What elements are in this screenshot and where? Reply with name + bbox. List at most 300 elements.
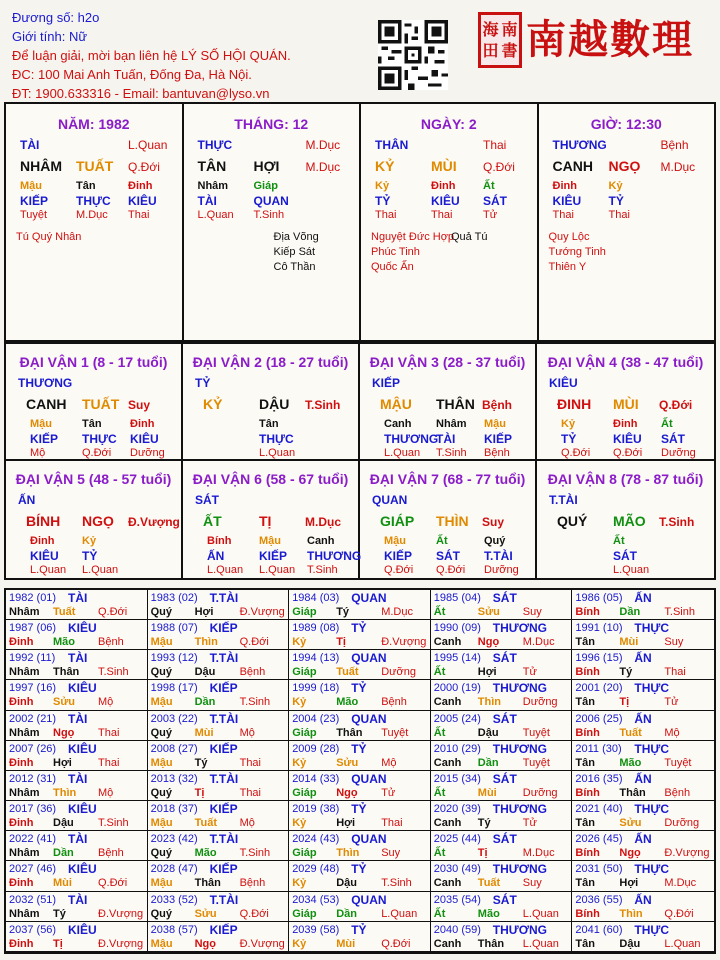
year-ten-god: ẤN xyxy=(634,771,652,786)
dai-van-branch: MÃO xyxy=(613,513,646,529)
year-state: Dưỡng xyxy=(664,817,700,830)
year-label: 2007 (26) xyxy=(9,742,57,755)
year-cell xyxy=(6,861,148,891)
year-state: Q.Đới xyxy=(381,937,411,950)
year-stem: Bính xyxy=(575,907,600,920)
hidden-stem: Đinh xyxy=(128,180,153,192)
year-state: Mộ xyxy=(239,817,255,830)
year-stem: Kỷ xyxy=(292,636,307,649)
year-ten-god: TỶ xyxy=(351,621,367,636)
dai-van-title: ĐẠI VẬN 2 (18 - 27 tuổi) xyxy=(192,354,349,370)
year-ten-god: TÀI xyxy=(68,832,88,847)
year-cell xyxy=(572,831,714,861)
year-ten-god: SÁT xyxy=(492,591,517,605)
year-state: Đ.Vượng xyxy=(239,606,285,618)
ten-god-label: Thai xyxy=(483,138,507,152)
year-branch: Thìn xyxy=(53,786,77,799)
year-branch: Ngọ xyxy=(619,847,641,860)
negative-stars xyxy=(274,230,319,275)
year-state: Tử xyxy=(522,817,537,830)
year-stem: Canh xyxy=(433,937,462,950)
hidden-state: M.Dục xyxy=(76,209,108,221)
year-label: 1993 (12) xyxy=(150,652,198,665)
year-label: 2031 (50) xyxy=(575,863,623,876)
year-ten-god: SÁT xyxy=(492,711,517,726)
year-branch: Thân xyxy=(194,877,221,890)
year-cell xyxy=(6,741,148,771)
dai-van-cell xyxy=(183,344,360,461)
hidden-stem: Đinh xyxy=(30,535,55,547)
year-ten-god: QUAN xyxy=(351,892,387,907)
dai-van-table xyxy=(4,342,716,580)
year-ten-god: QUAN xyxy=(351,591,387,605)
year-label: 2036 (55) xyxy=(575,893,623,906)
dai-van-stem: KỶ xyxy=(203,396,223,412)
year-cell xyxy=(148,680,290,710)
hidden-ten-god: TÀI xyxy=(197,194,217,208)
hidden-stem: Đinh xyxy=(130,418,155,430)
hidden-stem: Canh xyxy=(384,418,412,430)
year-label: 2040 (59) xyxy=(433,923,481,936)
year-state: L.Quan xyxy=(381,907,418,920)
year-stem: Nhâm xyxy=(9,606,40,618)
year-label: 2002 (21) xyxy=(9,712,57,725)
year-stem: Đinh xyxy=(9,877,34,890)
year-cell xyxy=(6,922,148,952)
pillar-title: NGÀY: 2 xyxy=(420,116,477,132)
contact-line-1: Để luận giải, mời bạn liên hệ LÝ SỐ HỘI QUÁN. xyxy=(12,48,291,63)
year-label: 2014 (33) xyxy=(292,772,340,785)
year-ten-god: QUAN xyxy=(351,771,387,786)
hidden-state: Dưỡng xyxy=(130,447,165,459)
hidden-state: Thai xyxy=(608,209,630,221)
hidden-state: Dưỡng xyxy=(661,447,696,459)
hidden-state: Q.Đới xyxy=(613,447,643,459)
year-ten-god: THƯƠNG xyxy=(492,862,547,877)
year-ten-god: THƯƠNG xyxy=(492,741,547,756)
star-label: Thiên Y xyxy=(548,261,587,273)
year-stem: Nhâm xyxy=(9,786,40,799)
year-stem: Kỷ xyxy=(292,696,307,709)
year-branch: Hợi xyxy=(336,817,356,830)
year-label: 2010 (29) xyxy=(433,742,481,755)
year-ten-god: T.TÀI xyxy=(209,771,239,786)
year-ten-god: THỰC xyxy=(634,922,670,937)
year-cell xyxy=(572,590,714,620)
year-state: Bệnh xyxy=(239,666,266,679)
year-label: 2012 (31) xyxy=(9,772,57,785)
year-ten-god: QUAN xyxy=(351,832,387,847)
year-cell xyxy=(431,801,573,831)
year-cell xyxy=(6,831,148,861)
year-state: Thai xyxy=(381,817,403,830)
dai-van-stem: ĐINH xyxy=(557,396,592,412)
dai-van-title: ĐẠI VẬN 4 (38 - 47 tuổi) xyxy=(547,354,704,370)
dai-van-stem: BÍNH xyxy=(26,513,61,529)
year-cell xyxy=(6,650,148,680)
dai-van-branch: TUẤT xyxy=(82,396,120,412)
year-state: Mộ xyxy=(98,696,114,709)
year-stem: Quý xyxy=(150,907,172,920)
year-ten-god: TÀI xyxy=(68,892,88,907)
year-branch: Mão xyxy=(53,636,75,649)
star-label: Địa Võng xyxy=(273,231,319,243)
year-branch: Tuất xyxy=(194,817,217,830)
year-branch: Thân xyxy=(53,666,80,679)
year-state: Thai xyxy=(98,726,120,739)
hidden-state: Thai xyxy=(431,209,453,221)
year-label: 2019 (38) xyxy=(292,803,340,816)
earthly-branch: HỢI xyxy=(253,158,280,174)
hidden-state: Tử xyxy=(483,209,498,221)
year-cell xyxy=(289,650,431,680)
dai-van-ten-god: SÁT xyxy=(195,493,219,507)
year-cell xyxy=(572,801,714,831)
year-stem: Đinh xyxy=(9,817,34,830)
dai-van-cell xyxy=(6,461,183,578)
star-label: Phúc Tinh xyxy=(371,246,420,258)
hidden-state: Q.Đới xyxy=(436,564,466,576)
dai-van-cell xyxy=(183,461,360,578)
year-branch: Dậu xyxy=(336,877,357,890)
year-ten-god: SÁT xyxy=(492,651,517,666)
year-state: Mộ xyxy=(98,786,114,799)
year-ten-god: SÁT xyxy=(492,771,517,786)
hidden-stem: Ất xyxy=(436,535,448,547)
year-label: 2017 (36) xyxy=(9,803,57,816)
year-state: Dưỡng xyxy=(522,696,558,709)
year-label: 1994 (13) xyxy=(292,652,340,665)
year-cell xyxy=(289,922,431,952)
dai-van-ten-god: TỶ xyxy=(195,376,211,390)
year-branch: Sửu xyxy=(53,696,76,709)
hidden-stem: Quý xyxy=(484,535,506,547)
year-ten-god: KIẾP xyxy=(209,621,238,636)
year-label: 2030 (49) xyxy=(433,863,481,876)
year-branch: Ngọ xyxy=(336,786,358,799)
year-state: T.Sinh xyxy=(664,606,695,618)
year-cell xyxy=(431,892,573,922)
year-ten-god: ẤN xyxy=(634,892,652,907)
year-branch: Tý xyxy=(619,666,633,679)
year-ten-god: SÁT xyxy=(492,832,517,847)
year-branch: Tuất xyxy=(619,726,642,739)
year-ten-god: KIÊU xyxy=(68,621,97,636)
hidden-ten-god: KIÊU xyxy=(552,194,582,208)
year-ten-god: TỶ xyxy=(351,681,367,696)
year-cell xyxy=(289,741,431,771)
year-cell xyxy=(431,771,573,801)
year-stem: Mậu xyxy=(150,877,173,890)
year-branch: Tị xyxy=(53,937,63,950)
hidden-ten-god: SÁT xyxy=(436,549,460,563)
year-state: Mộ xyxy=(381,756,397,769)
dai-van-stem: MẬU xyxy=(380,396,412,412)
year-cell xyxy=(289,771,431,801)
year-ten-god: QUAN xyxy=(351,651,387,666)
year-stem: Kỷ xyxy=(292,877,307,890)
year-branch: Tuất xyxy=(53,606,76,618)
hidden-state: Thai xyxy=(375,209,397,221)
year-stem: Ất xyxy=(433,907,446,920)
year-stem: Nhâm xyxy=(9,666,40,679)
ten-god-label: THỰC xyxy=(197,138,233,152)
year-label: 1999 (18) xyxy=(292,682,340,695)
year-cell xyxy=(148,650,290,680)
year-stem: Đinh xyxy=(9,937,34,950)
dai-van-branch: DẬU xyxy=(259,396,290,412)
year-stem: Kỷ xyxy=(292,937,307,950)
year-label: 2001 (20) xyxy=(575,682,623,695)
dai-van-state: Bệnh xyxy=(482,398,512,412)
seal-char: 南 xyxy=(501,20,518,39)
hidden-stem: Kỷ xyxy=(561,418,576,430)
year-stem: Đinh xyxy=(9,636,34,649)
year-state: Đ.Vượng xyxy=(381,636,427,649)
year-state: M.Dục xyxy=(381,606,413,618)
ten-god-label: TÀI xyxy=(20,138,40,152)
hidden-ten-god: KIÊU xyxy=(30,549,59,563)
year-stem: Giáp xyxy=(292,726,317,739)
dai-van-ten-god: KIẾP xyxy=(372,376,401,390)
year-label: 2026 (45) xyxy=(575,833,623,846)
star-label: Nguyệt Đức Hợp xyxy=(371,231,455,243)
dai-van-state: Q.Đới xyxy=(659,398,693,412)
star-label: Tướng Tinh xyxy=(548,246,606,258)
hidden-ten-god: TỶ xyxy=(608,194,624,208)
year-branch: Tý xyxy=(477,817,491,830)
year-cell xyxy=(572,771,714,801)
dai-van-branch: THÌN xyxy=(436,513,469,529)
year-ten-god: THƯƠNG xyxy=(492,802,547,817)
year-cell xyxy=(6,711,148,741)
hidden-state: Bệnh xyxy=(484,447,510,459)
year-state: Dưỡng xyxy=(381,666,416,679)
year-stem: Quý xyxy=(150,726,172,739)
year-cell xyxy=(6,771,148,801)
year-label: 2033 (52) xyxy=(150,893,198,906)
earthly-branch: NGỌ xyxy=(608,158,641,174)
gender-value: Nữ xyxy=(68,29,88,44)
year-state: M.Dục xyxy=(522,847,555,860)
year-ten-god: ẤN xyxy=(634,711,652,726)
star-label: Kiếp Sát xyxy=(273,246,316,258)
dai-van-cell xyxy=(537,344,714,461)
year-cell xyxy=(6,590,148,620)
hidden-ten-god: KIÊU xyxy=(130,432,159,446)
year-cell xyxy=(148,922,290,952)
earthly-branch: TUẤT xyxy=(76,158,114,174)
year-branch: Mùi xyxy=(477,786,497,799)
star-label: Tú Quý Nhân xyxy=(16,231,82,243)
year-label: 2003 (22) xyxy=(150,712,198,725)
year-stem: Bính xyxy=(575,666,600,679)
hidden-state: L.Quan xyxy=(259,447,296,459)
dai-van-state: M.Dục xyxy=(305,515,341,529)
hidden-state: T.Sinh xyxy=(436,447,467,459)
year-state: Đ.Vượng xyxy=(239,937,285,950)
red-seal-logo xyxy=(478,12,522,68)
dai-van-state: T.Sinh xyxy=(305,398,341,412)
year-cell xyxy=(431,711,573,741)
hidden-ten-god: THỰC xyxy=(82,432,117,446)
year-branch: Dần xyxy=(194,696,216,709)
qr-code-icon xyxy=(378,20,448,90)
year-cell xyxy=(572,861,714,891)
year-cell xyxy=(289,680,431,710)
year-cell xyxy=(572,650,714,680)
contact-line-3: ĐT: 1900.633316 - Email: bantuvan@lyso.vn xyxy=(12,86,270,101)
dai-van-ten-god: ẤN xyxy=(18,493,36,507)
dai-van-state: Suy xyxy=(128,398,151,412)
year-stem: Canh xyxy=(433,756,462,769)
year-stem: Tân xyxy=(575,817,595,830)
year-state: Tử xyxy=(381,786,396,799)
pillar-title: THÁNG: 12 xyxy=(234,116,309,132)
year-ten-god: KIÊU xyxy=(68,681,97,696)
year-ten-god: ẤN xyxy=(634,591,652,605)
year-branch: Dậu xyxy=(194,666,216,679)
year-branch: Tị xyxy=(336,636,346,649)
year-branch: Mùi xyxy=(194,726,214,739)
year-label: 1983 (02) xyxy=(150,592,198,604)
year-stem: Tân xyxy=(575,696,595,709)
dai-van-ten-god: T.TÀI xyxy=(549,493,578,507)
hidden-ten-god: THỰC xyxy=(76,194,111,208)
year-state: T.Sinh xyxy=(98,817,129,830)
year-stem: Giáp xyxy=(292,606,317,618)
brand-title: 南越數理 xyxy=(526,16,694,63)
year-label: 1982 (01) xyxy=(9,592,57,604)
year-state: T.Sinh xyxy=(381,877,412,890)
hidden-state: L.Quan xyxy=(384,447,421,459)
hidden-ten-god: QUAN xyxy=(253,194,289,208)
year-ten-god: ẤN xyxy=(634,651,652,666)
seal-char: 田 xyxy=(482,41,499,60)
year-label: 2034 (53) xyxy=(292,893,340,906)
year-branch: Ngọ xyxy=(477,636,500,649)
year-cell xyxy=(148,831,290,861)
year-stem: Nhâm xyxy=(9,907,40,920)
heavenly-stem: TÂN xyxy=(197,158,227,174)
year-branch: Hợi xyxy=(477,666,497,679)
year-branch: Mùi xyxy=(619,636,639,649)
dai-van-branch: TỊ xyxy=(259,513,272,529)
year-cell xyxy=(6,892,148,922)
year-label: 2016 (35) xyxy=(575,772,623,785)
year-state: Thai xyxy=(239,756,261,769)
year-label: 2035 (54) xyxy=(433,893,481,906)
year-label: 2009 (28) xyxy=(292,742,340,755)
year-label: 2038 (57) xyxy=(150,923,198,936)
year-stem: Canh xyxy=(433,817,462,830)
year-cell xyxy=(148,711,290,741)
hidden-ten-god: KIÊU xyxy=(431,194,460,208)
year-ten-god: THƯƠNG xyxy=(492,681,547,696)
year-state: M.Dục xyxy=(522,636,555,649)
earthly-branch: MÙI xyxy=(431,158,457,174)
year-stem: Tân xyxy=(575,756,595,769)
year-branch: Mùi xyxy=(336,937,356,950)
year-state: Suy xyxy=(522,606,542,618)
year-state: Tuyệt xyxy=(522,756,550,769)
path-value: h2o xyxy=(77,10,100,25)
year-cell xyxy=(148,590,290,620)
hidden-ten-god: KIẾP xyxy=(30,432,59,446)
dai-van-branch: NGỌ xyxy=(82,513,114,529)
year-ten-god: TÀI xyxy=(68,711,88,726)
hidden-ten-god: KIÊU xyxy=(128,194,157,208)
year-state: M.Dục xyxy=(664,877,697,890)
year-cell xyxy=(289,801,431,831)
year-branch: Sửu xyxy=(619,817,642,830)
dai-van-title: ĐẠI VẬN 7 (68 - 77 tuổi) xyxy=(369,471,526,487)
hidden-stem: Giáp xyxy=(253,180,278,192)
year-branch: Tý xyxy=(336,606,350,618)
year-stem: Giáp xyxy=(292,666,317,679)
year-cell xyxy=(431,650,573,680)
heavenly-stem: KỶ xyxy=(375,158,395,174)
year-cell xyxy=(148,801,290,831)
year-cell xyxy=(572,741,714,771)
hidden-ten-god: SÁT xyxy=(483,194,507,208)
year-stem: Canh xyxy=(433,636,462,649)
hidden-state: L.Quan xyxy=(207,564,244,576)
year-state: Tuyệt xyxy=(381,726,409,739)
auxiliary-stars xyxy=(16,230,81,245)
year-state: Tuyệt xyxy=(522,726,550,739)
year-cell xyxy=(572,711,714,741)
yearly-luck-table xyxy=(4,588,716,954)
year-ten-god: TỶ xyxy=(351,802,367,817)
year-stem: Giáp xyxy=(292,847,317,860)
year-cell xyxy=(289,831,431,861)
hidden-ten-god: KIẾP xyxy=(259,549,288,563)
year-branch: Hợi xyxy=(619,877,639,890)
hidden-state: Mộ xyxy=(30,447,46,459)
hidden-stem: Canh xyxy=(307,535,335,547)
year-state: Suy xyxy=(522,877,542,890)
year-state: Suy xyxy=(664,636,684,649)
year-branch: Tuất xyxy=(477,877,501,890)
year-branch: Mão xyxy=(194,847,217,860)
path-label: Đương số: xyxy=(12,10,75,25)
year-ten-god: KIẾP xyxy=(209,862,238,877)
year-stem: Ất xyxy=(433,726,446,739)
year-label: 2041 (60) xyxy=(575,923,623,936)
year-state: Tuyệt xyxy=(664,756,692,769)
dai-van-title: ĐẠI VẬN 8 (78 - 87 tuổi) xyxy=(547,471,704,487)
year-cell xyxy=(289,711,431,741)
year-ten-god: KIẾP xyxy=(209,741,238,756)
year-ten-god: TỶ xyxy=(351,862,367,877)
year-branch: Thìn xyxy=(619,907,643,920)
year-branch: Sửu xyxy=(194,907,217,920)
year-state: L.Quan xyxy=(664,937,701,950)
hidden-stem: Tân xyxy=(76,180,96,192)
year-state: Q.Đới xyxy=(239,636,269,649)
hidden-stem: Mậu xyxy=(384,535,406,547)
hidden-ten-god: KIÊU xyxy=(613,432,642,446)
ten-god-label: L.Quan xyxy=(128,138,168,152)
dai-van-state: Suy xyxy=(482,515,505,529)
year-stem: Ất xyxy=(433,606,446,618)
year-branch: Thìn xyxy=(477,696,502,709)
hidden-stem: Nhâm xyxy=(436,418,467,430)
year-state: L.Quan xyxy=(522,907,559,920)
hidden-stem: Mậu xyxy=(259,535,281,547)
year-ten-god: THỰC xyxy=(634,862,670,877)
